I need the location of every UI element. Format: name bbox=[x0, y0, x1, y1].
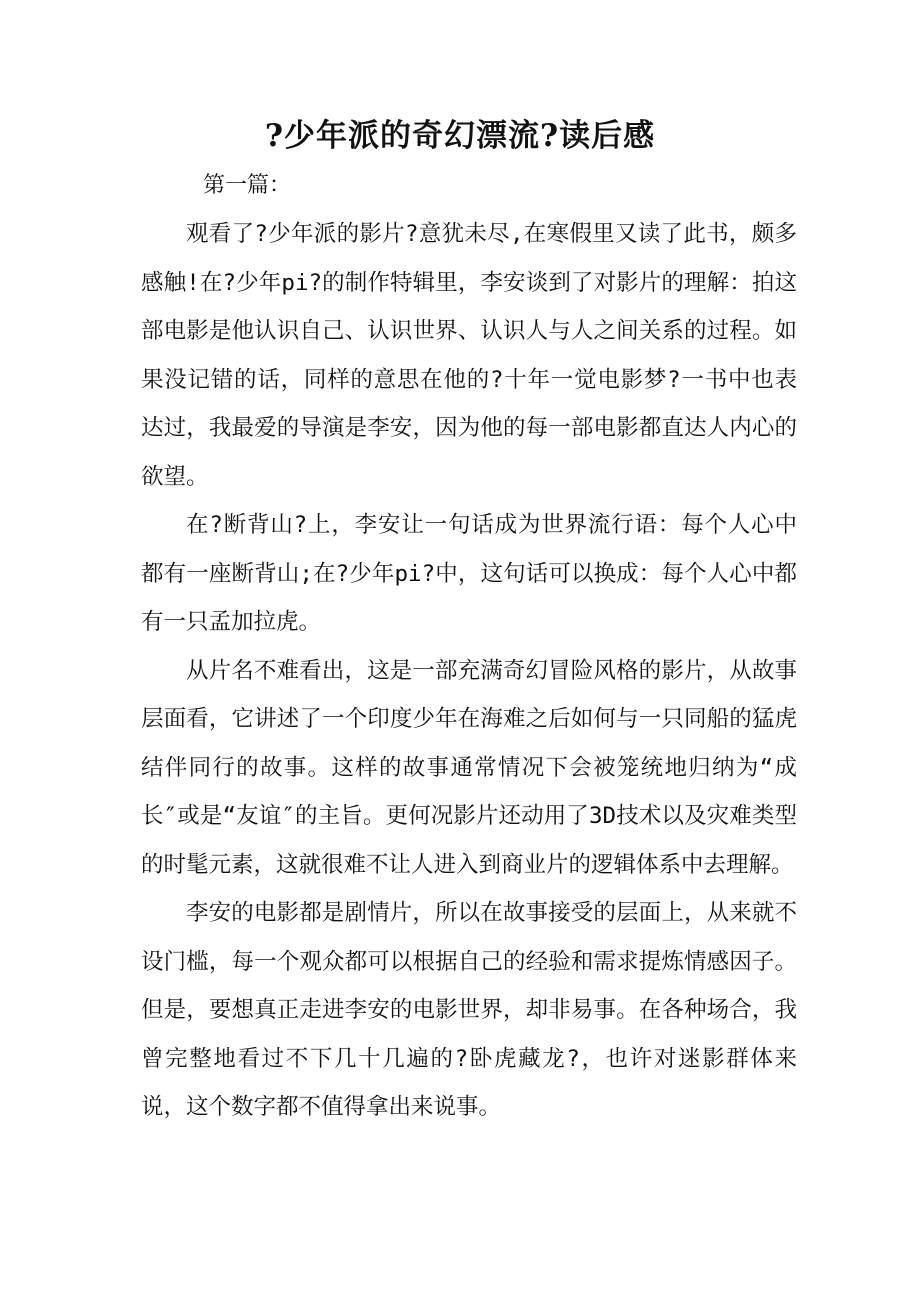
paragraph: 观看了?少年派的影片?意犹未尽,在寒假里又读了此书，颇多感触!在?少年pi?的制作特辑里，李安谈到了对影片的理解：拍这部电影是他认识自己、认识世界、认识人与人之间关系的过程。如果没记错的话，同样的意思在他的?十年一觉电影梦?一书中也表达过，我最爱的导演是李安，因为他的每一部电影都直达人内心的欲望。 bbox=[141, 221, 797, 490]
document-title: ?少年派的奇幻漂流?读后感 bbox=[264, 118, 656, 154]
section-label: 第一篇： bbox=[203, 173, 292, 198]
paragraph: 在?断背山?上，李安让一句话成为世界流行语：每个人心中都有一座断背山;在?少年pi?中，这句话可以换成：每个人心中都有一只孟加拉虎。 bbox=[141, 512, 797, 635]
paragraph: 李安的电影都是剧情片，所以在故事接受的层面上，从来就不设门槛，每一个观众都可以根据自己的经验和需求提炼情感因子。但是，要想真正走进李安的电影世界，却非易事。在各种场合，我曾完整地看过不下几十几遍的?卧虎藏龙?，也许对迷影群体来说，这个数字都不值得拿出来说事。 bbox=[141, 900, 797, 1120]
document-body bbox=[141, 210, 797, 1132]
paragraph: 从片名不难看出，这是一部充满奇幻冒险风格的影片，从故事层面看，它讲述了一个印度少年在海难之后如何与一只同船的猛虎结伴同行的故事。这样的故事通常情况下会被笼统地归纳为“成长″或是“友谊″的主旨。更何况影片还动用了3D技术以及灾难类型的时髦元素，这就很难不让人进入到商业片的逻辑体系中去理解。 bbox=[141, 657, 797, 878]
